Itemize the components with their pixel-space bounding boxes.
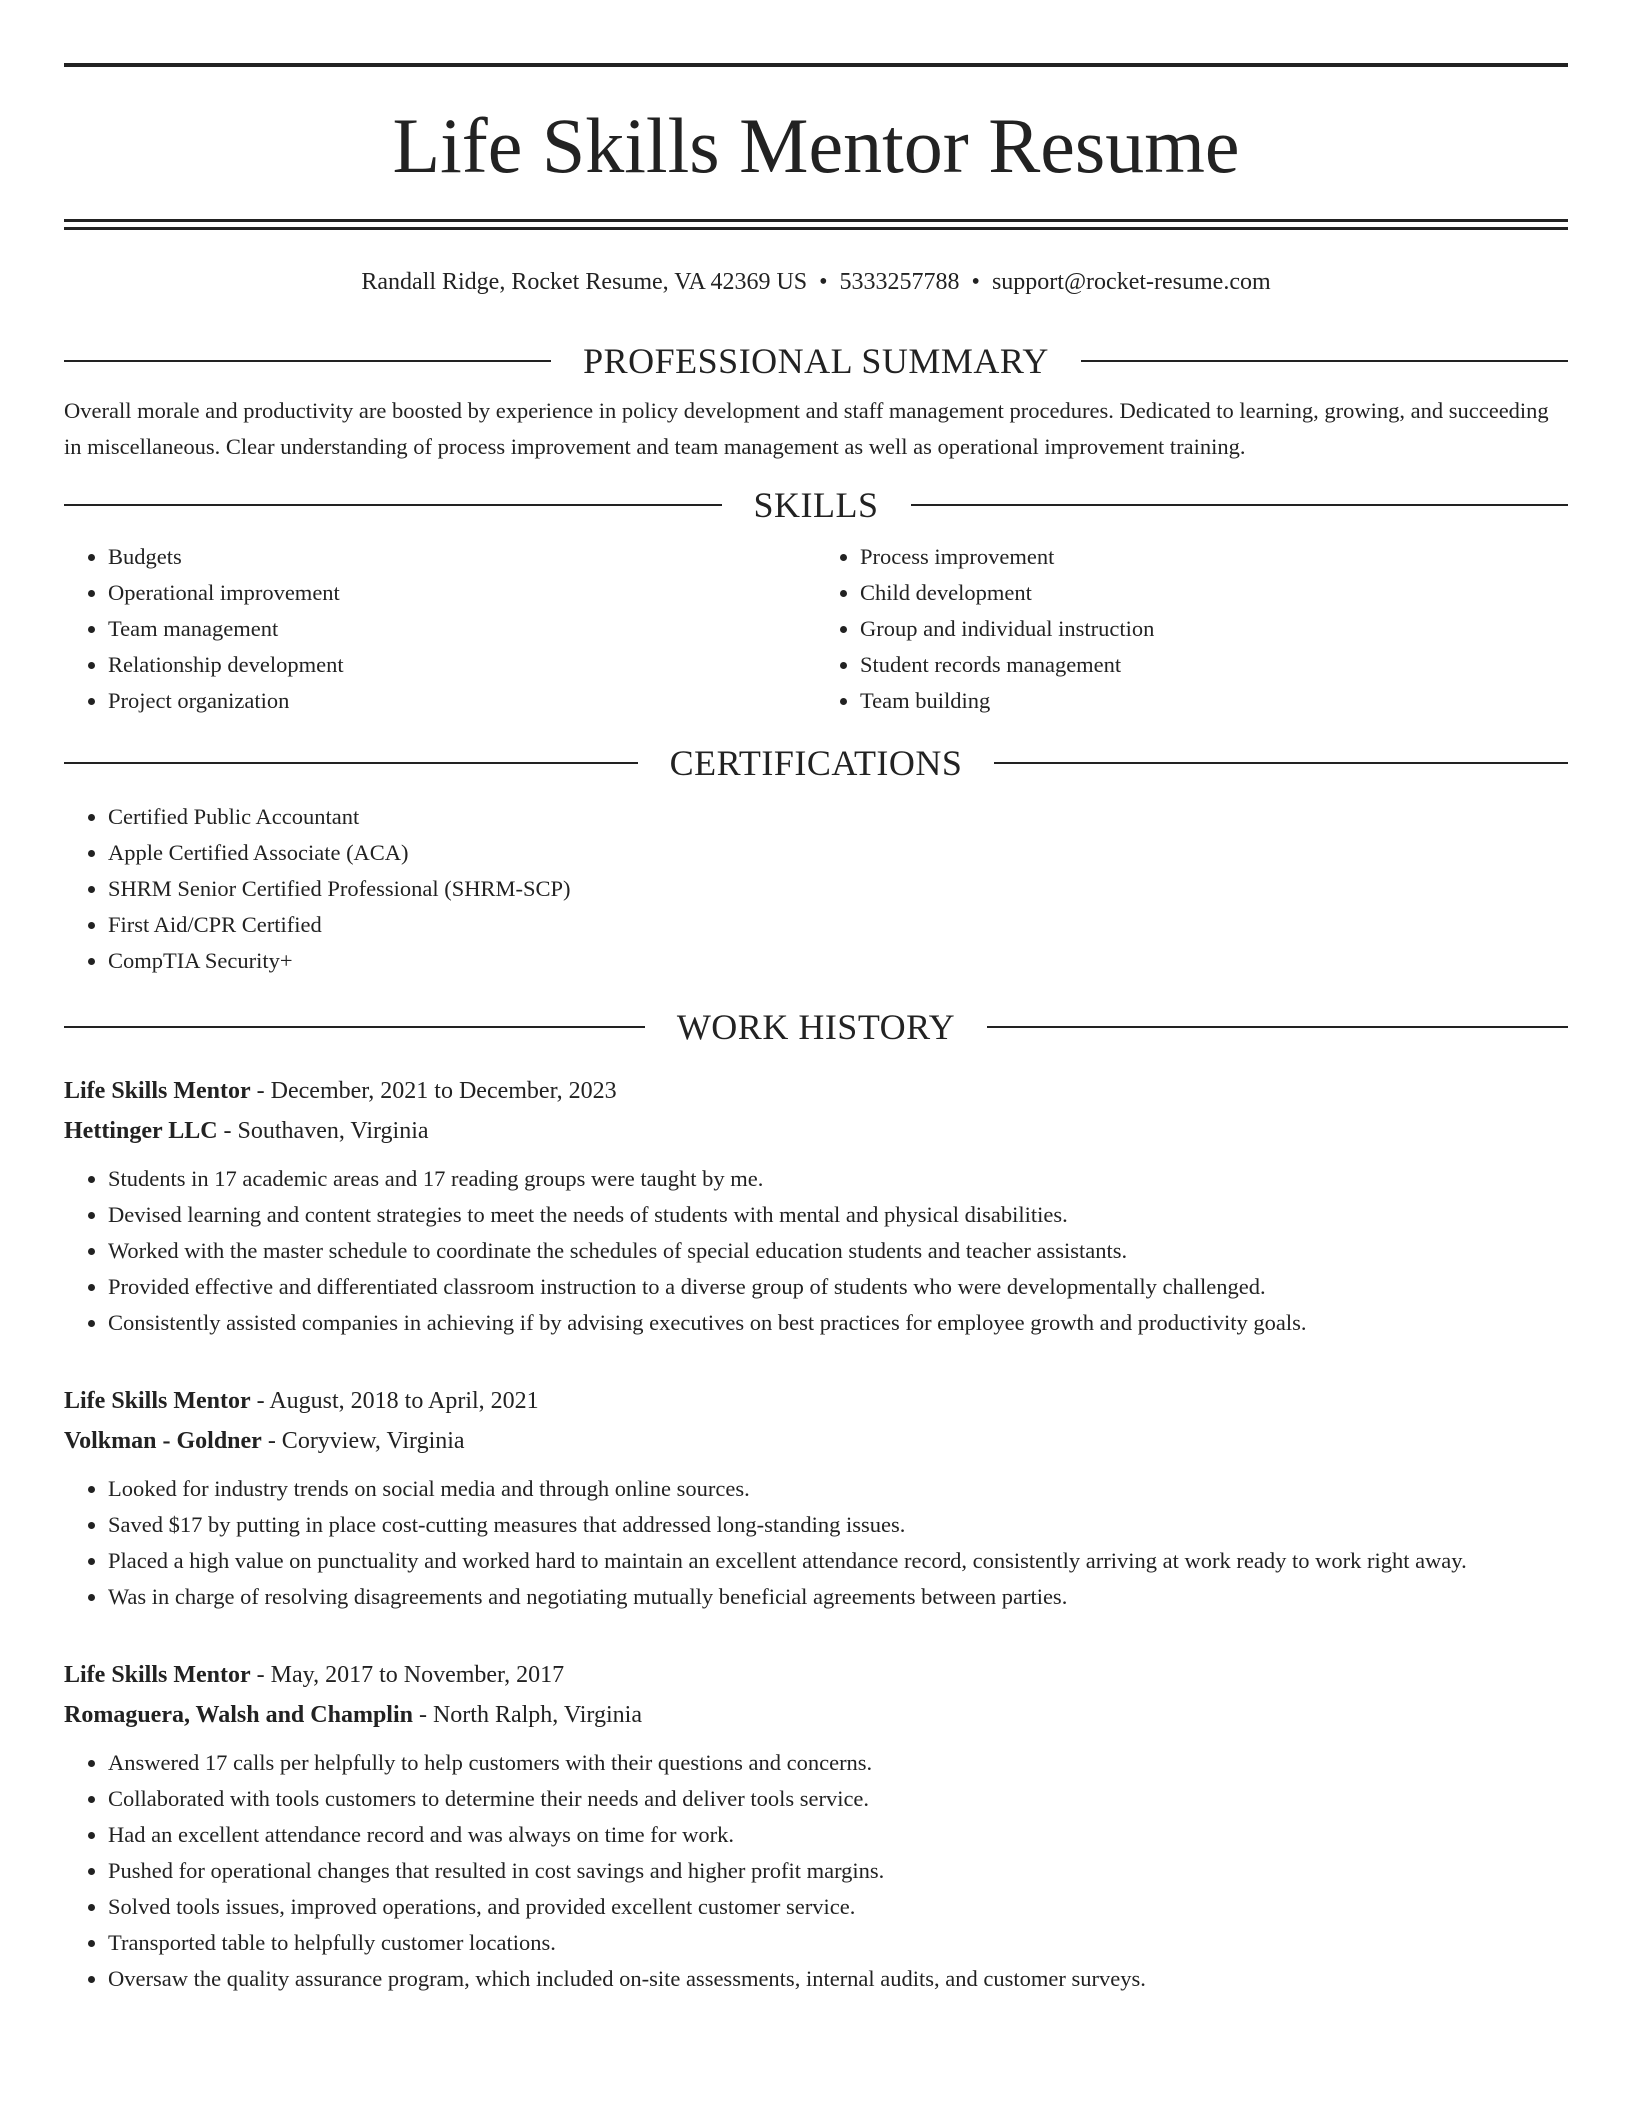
job-location: - North Ralph, Virginia — [412, 1702, 642, 1728]
skills-columns — [64, 539, 1568, 719]
job-company-line — [64, 1421, 1568, 1461]
job-bullets — [64, 1745, 1568, 1997]
skill-item: • Child development — [860, 575, 1568, 611]
skill-item: • Budgets — [108, 539, 816, 575]
heading-rule — [987, 1026, 1568, 1028]
skill-item: • Student records management — [860, 647, 1568, 683]
heading-rule — [994, 762, 1568, 764]
job-company: Romaguera, Walsh and Champlin — [64, 1702, 413, 1728]
job-title: Life Skills Mentor — [64, 1662, 251, 1688]
heading-rule — [64, 1026, 645, 1028]
skill-item: • Project organization — [108, 683, 816, 719]
resume-title: Life Skills Mentor Resume — [392, 102, 1240, 189]
job-bullet: • Transported table to helpfully customer locations. — [108, 1925, 1568, 1961]
contact-separator: • — [971, 269, 980, 295]
job-bullet: • Devised learning and content strategies to meet the needs of students with mental and physical disabilities. — [108, 1197, 1568, 1233]
certification-item: • CompTIA Security+ — [108, 943, 1568, 979]
section-heading-summary — [64, 339, 1568, 383]
heading-rule — [64, 762, 638, 764]
job-bullet: • Worked with the master schedule to coordinate the schedules of special education students and teacher assistants. — [108, 1233, 1568, 1269]
job-company: Hettinger LLC — [64, 1118, 218, 1144]
resume-page — [64, 0, 1568, 1997]
job-title: Life Skills Mentor — [64, 1078, 251, 1104]
job-bullet: • Consistently assisted companies in achieving if by advising executives on best practices for employee growth and productivity goals. — [108, 1305, 1568, 1341]
skill-item: • Operational improvement — [108, 575, 816, 611]
heading-rule — [911, 504, 1569, 506]
summary-heading: PROFESSIONAL SUMMARY — [583, 341, 1049, 381]
contact-phone: 5333257788 — [839, 269, 960, 295]
title-double-rule — [64, 219, 1568, 230]
certification-item: • Apple Certified Associate (ACA) — [108, 835, 1568, 871]
job-bullet: • Solved tools issues, improved operations, and provided excellent customer service. — [108, 1889, 1568, 1925]
job-bullet: • Students in 17 academic areas and 17 reading groups were taught by me. — [108, 1161, 1568, 1197]
job-title-line — [64, 1655, 1568, 1695]
job-dates: - December, 2021 to December, 2023 — [250, 1078, 617, 1104]
certifications-list — [64, 799, 1568, 979]
skills-right-list — [816, 539, 1568, 719]
job-bullet: • Saved $17 by putting in place cost-cutting measures that addressed long-standing issues. — [108, 1507, 1568, 1543]
job-bullets — [64, 1471, 1568, 1615]
contact-separator: • — [819, 269, 828, 295]
job-bullets — [64, 1161, 1568, 1341]
job-bullet: • Pushed for operational changes that resulted in cost savings and higher profit margins. — [108, 1853, 1568, 1889]
section-heading-skills — [64, 483, 1568, 527]
skill-item: • Team building — [860, 683, 1568, 719]
job-title-line — [64, 1381, 1568, 1421]
skill-item: • Process improvement — [860, 539, 1568, 575]
job-bullet: • Collaborated with tools customers to determine their needs and deliver tools service. — [108, 1781, 1568, 1817]
heading-rule — [1081, 360, 1568, 362]
job-entry — [64, 1071, 1568, 1341]
job-bullet: • Was in charge of resolving disagreements and negotiating mutually beneficial agreements between parties. — [108, 1579, 1568, 1615]
certification-item: • SHRM Senior Certified Professional (SHRM-SCP) — [108, 871, 1568, 907]
skills-heading: SKILLS — [753, 485, 879, 525]
job-bullet: • Oversaw the quality assurance program, which included on-site assessments, internal audits, and customer surveys. — [108, 1961, 1568, 1997]
job-title-line — [64, 1071, 1568, 1111]
skill-item: • Team management — [108, 611, 816, 647]
job-company-line — [64, 1695, 1568, 1735]
heading-rule — [64, 360, 551, 362]
top-rule — [64, 63, 1568, 67]
job-bullet: • Provided effective and differentiated classroom instruction to a diverse group of students who were developmentally challenged. — [108, 1269, 1568, 1305]
job-location: - Coryview, Virginia — [261, 1428, 465, 1454]
section-heading-certifications — [64, 741, 1568, 785]
job-bullet: • Had an excellent attendance record and was always on time for work. — [108, 1817, 1568, 1853]
job-dates: - May, 2017 to November, 2017 — [250, 1662, 565, 1688]
section-heading-work — [64, 1005, 1568, 1049]
heading-rule — [64, 504, 722, 506]
certification-item: • Certified Public Accountant — [108, 799, 1568, 835]
contact-email: support@rocket-resume.com — [991, 269, 1271, 295]
job-bullet: • Placed a high value on punctuality and worked hard to maintain an excellent attendance record, consistently arriving at work ready to work right away. — [108, 1543, 1568, 1579]
contact-line — [64, 267, 1568, 297]
job-location: - Southaven, Virginia — [217, 1118, 429, 1144]
certification-item: • First Aid/CPR Certified — [108, 907, 1568, 943]
skill-item: • Group and individual instruction — [860, 611, 1568, 647]
job-company: Volkman - Goldner — [64, 1428, 262, 1454]
job-entry — [64, 1655, 1568, 1997]
job-bullet: • Answered 17 calls per helpfully to help customers with their questions and concerns. — [108, 1745, 1568, 1781]
job-bullet: • Looked for industry trends on social media and through online sources. — [108, 1471, 1568, 1507]
job-dates: - August, 2018 to April, 2021 — [250, 1388, 539, 1414]
certifications-heading: CERTIFICATIONS — [669, 743, 963, 783]
job-company-line — [64, 1111, 1568, 1151]
job-title: Life Skills Mentor — [64, 1388, 251, 1414]
skill-item: • Relationship development — [108, 647, 816, 683]
job-entry — [64, 1381, 1568, 1615]
work-heading: WORK HISTORY — [676, 1007, 956, 1047]
summary-text: Overall morale and productivity are boosted by experience in policy development and staff management procedures. Dedicated to learning, growing, and succeeding in miscellaneous. Clear understanding of process improvement and team management as well as operational improvement training. — [64, 398, 1549, 459]
skills-left-list — [64, 539, 816, 719]
contact-address: Randall Ridge, Rocket Resume, VA 42369 US — [361, 269, 808, 295]
